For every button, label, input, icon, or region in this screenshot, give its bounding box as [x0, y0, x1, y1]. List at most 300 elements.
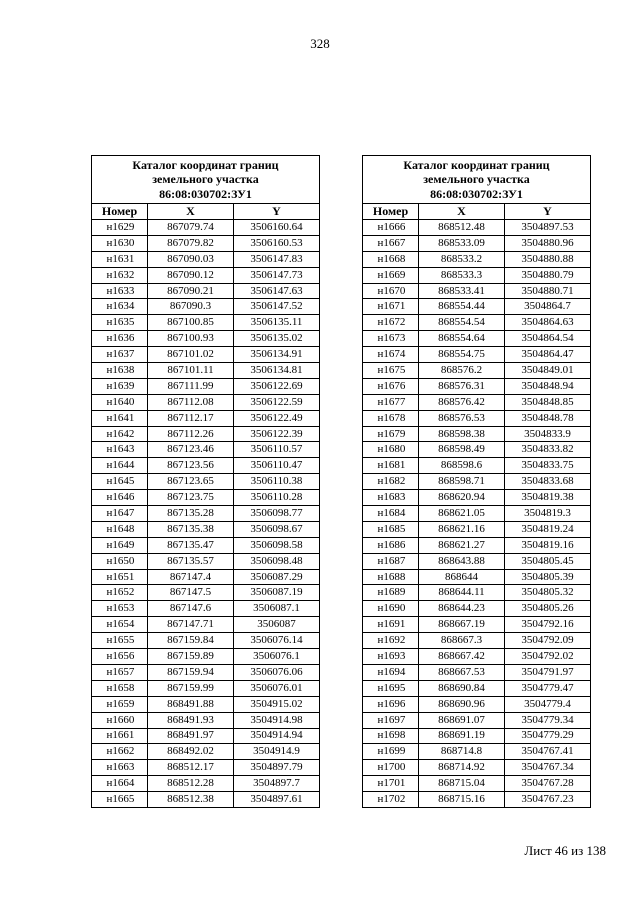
table-title — [363, 156, 591, 204]
y-coordinate-cell: 3504897.53 — [505, 220, 591, 236]
table-row — [92, 378, 320, 394]
table-row — [92, 537, 320, 553]
table-row — [363, 601, 591, 617]
y-coordinate-cell: 3504805.26 — [505, 601, 591, 617]
y-coordinate-cell: 3504833.82 — [505, 442, 591, 458]
table-body — [363, 220, 591, 808]
table-row — [363, 521, 591, 537]
point-number-cell: н1640 — [92, 394, 148, 410]
point-number-cell: н1702 — [363, 792, 419, 808]
point-number-cell: н1700 — [363, 760, 419, 776]
table-row — [92, 569, 320, 585]
point-number-cell: н1666 — [363, 220, 419, 236]
table-row — [363, 299, 591, 315]
point-number-cell: н1689 — [363, 585, 419, 601]
table-body — [92, 220, 320, 808]
table-row — [363, 331, 591, 347]
point-number-cell: н1679 — [363, 426, 419, 442]
y-coordinate-cell: 3506135.02 — [234, 331, 320, 347]
table-row — [92, 696, 320, 712]
x-coordinate-cell: 867159.89 — [148, 649, 234, 665]
y-coordinate-cell: 3506160.53 — [234, 235, 320, 251]
point-number-cell: н1678 — [363, 410, 419, 426]
table-title-line: Каталог координат границ — [132, 157, 279, 172]
y-coordinate-cell: 3504819.3 — [505, 506, 591, 522]
y-coordinate-cell: 3506147.52 — [234, 299, 320, 315]
y-coordinate-cell: 3504779.4 — [505, 696, 591, 712]
table-row — [92, 553, 320, 569]
x-coordinate-cell: 867123.65 — [148, 474, 234, 490]
y-coordinate-cell: 3504819.24 — [505, 521, 591, 537]
x-coordinate-cell: 867111.99 — [148, 378, 234, 394]
column-header-number: Номер — [92, 204, 148, 220]
table-row — [363, 394, 591, 410]
y-coordinate-cell: 3506110.38 — [234, 474, 320, 490]
table-row — [363, 696, 591, 712]
point-number-cell: н1631 — [92, 251, 148, 267]
point-number-cell: н1683 — [363, 490, 419, 506]
page-number: 328 — [310, 36, 330, 51]
y-coordinate-cell: 3506135.11 — [234, 315, 320, 331]
y-coordinate-cell: 3506076.01 — [234, 680, 320, 696]
table-row — [92, 776, 320, 792]
table-row — [92, 235, 320, 251]
point-number-cell: н1667 — [363, 235, 419, 251]
table-row — [363, 776, 591, 792]
table-row — [363, 569, 591, 585]
column-header-y: Y — [234, 204, 320, 220]
y-coordinate-cell: 3506122.59 — [234, 394, 320, 410]
y-coordinate-cell: 3504779.29 — [505, 728, 591, 744]
point-number-cell: н1695 — [363, 680, 419, 696]
x-coordinate-cell: 868667.3 — [419, 633, 505, 649]
point-number-cell: н1675 — [363, 363, 419, 379]
y-coordinate-cell: 3504880.96 — [505, 235, 591, 251]
x-coordinate-cell: 868644.11 — [419, 585, 505, 601]
y-coordinate-cell: 3504792.09 — [505, 633, 591, 649]
table-row — [363, 251, 591, 267]
table-row — [92, 394, 320, 410]
y-coordinate-cell: 3506098.48 — [234, 553, 320, 569]
x-coordinate-cell: 868492.02 — [148, 744, 234, 760]
x-coordinate-cell: 868554.44 — [419, 299, 505, 315]
table-row — [363, 680, 591, 696]
point-number-cell: н1634 — [92, 299, 148, 315]
y-coordinate-cell: 3506087.19 — [234, 585, 320, 601]
point-number-cell: н1650 — [92, 553, 148, 569]
y-coordinate-cell: 3504864.63 — [505, 315, 591, 331]
table-row — [92, 315, 320, 331]
point-number-cell: н1639 — [92, 378, 148, 394]
table-row — [363, 490, 591, 506]
point-number-cell: н1648 — [92, 521, 148, 537]
x-coordinate-cell: 867101.11 — [148, 363, 234, 379]
x-coordinate-cell: 867090.3 — [148, 299, 234, 315]
x-coordinate-cell: 868644 — [419, 569, 505, 585]
point-number-cell: н1684 — [363, 506, 419, 522]
point-number-cell: н1693 — [363, 649, 419, 665]
x-coordinate-cell: 868491.93 — [148, 712, 234, 728]
y-coordinate-cell: 3504897.79 — [234, 760, 320, 776]
x-coordinate-cell: 867101.02 — [148, 347, 234, 363]
point-number-cell: н1642 — [92, 426, 148, 442]
table-row — [92, 633, 320, 649]
table-row — [363, 712, 591, 728]
x-coordinate-cell: 868533.09 — [419, 235, 505, 251]
x-coordinate-cell: 868621.05 — [419, 506, 505, 522]
y-coordinate-cell: 3504767.41 — [505, 744, 591, 760]
point-number-cell: н1641 — [92, 410, 148, 426]
point-number-cell: н1687 — [363, 553, 419, 569]
table-row — [92, 506, 320, 522]
y-coordinate-cell: 3504805.45 — [505, 553, 591, 569]
table-title — [92, 156, 320, 204]
table-row — [363, 649, 591, 665]
point-number-cell: н1664 — [92, 776, 148, 792]
table-row — [92, 363, 320, 379]
y-coordinate-cell: 3504833.9 — [505, 426, 591, 442]
x-coordinate-cell: 868667.42 — [419, 649, 505, 665]
x-coordinate-cell: 868512.28 — [148, 776, 234, 792]
column-header-y: Y — [505, 204, 591, 220]
x-coordinate-cell: 867100.85 — [148, 315, 234, 331]
x-coordinate-cell: 868554.54 — [419, 315, 505, 331]
x-coordinate-cell: 868533.2 — [419, 251, 505, 267]
x-coordinate-cell: 867159.94 — [148, 664, 234, 680]
y-coordinate-cell: 3506076.06 — [234, 664, 320, 680]
y-coordinate-cell: 3504767.34 — [505, 760, 591, 776]
point-number-cell: н1672 — [363, 315, 419, 331]
y-coordinate-cell: 3506110.57 — [234, 442, 320, 458]
table-row — [92, 490, 320, 506]
table-row — [92, 267, 320, 283]
table-row — [363, 442, 591, 458]
x-coordinate-cell: 867135.38 — [148, 521, 234, 537]
x-coordinate-cell: 868533.3 — [419, 267, 505, 283]
table-title-line: Каталог координат границ — [403, 157, 550, 172]
y-coordinate-cell: 3506087.29 — [234, 569, 320, 585]
point-number-cell: н1647 — [92, 506, 148, 522]
table-row — [363, 347, 591, 363]
x-coordinate-cell: 868690.84 — [419, 680, 505, 696]
x-coordinate-cell: 868576.53 — [419, 410, 505, 426]
y-coordinate-cell: 3504805.32 — [505, 585, 591, 601]
point-number-cell: н1682 — [363, 474, 419, 490]
y-coordinate-cell: 3506160.64 — [234, 220, 320, 236]
x-coordinate-cell: 868621.27 — [419, 537, 505, 553]
point-number-cell: н1658 — [92, 680, 148, 696]
x-coordinate-cell: 868491.88 — [148, 696, 234, 712]
y-coordinate-cell: 3506087 — [234, 617, 320, 633]
table-title-line: земельного участка — [152, 172, 259, 187]
x-coordinate-cell: 867159.84 — [148, 633, 234, 649]
y-coordinate-cell: 3506098.77 — [234, 506, 320, 522]
x-coordinate-cell: 868598.49 — [419, 442, 505, 458]
x-coordinate-cell: 868714.8 — [419, 744, 505, 760]
table-row — [92, 617, 320, 633]
point-number-cell: н1653 — [92, 601, 148, 617]
x-coordinate-cell: 867112.17 — [148, 410, 234, 426]
table-row — [92, 664, 320, 680]
x-coordinate-cell: 868512.38 — [148, 792, 234, 808]
y-coordinate-cell: 3506076.1 — [234, 649, 320, 665]
table-row — [92, 649, 320, 665]
point-number-cell: н1674 — [363, 347, 419, 363]
x-coordinate-cell: 867100.93 — [148, 331, 234, 347]
x-coordinate-cell: 868643.88 — [419, 553, 505, 569]
table-row — [92, 680, 320, 696]
point-number-cell: н1632 — [92, 267, 148, 283]
point-number-cell: н1670 — [363, 283, 419, 299]
table-row — [92, 474, 320, 490]
point-number-cell: н1636 — [92, 331, 148, 347]
x-coordinate-cell: 867147.4 — [148, 569, 234, 585]
y-coordinate-cell: 3504805.39 — [505, 569, 591, 585]
point-number-cell: н1696 — [363, 696, 419, 712]
y-coordinate-cell: 3506098.67 — [234, 521, 320, 537]
point-number-cell: н1665 — [92, 792, 148, 808]
table-row — [363, 744, 591, 760]
point-number-cell: н1660 — [92, 712, 148, 728]
x-coordinate-cell: 868690.96 — [419, 696, 505, 712]
y-coordinate-cell: 3504792.16 — [505, 617, 591, 633]
table-row — [363, 315, 591, 331]
table-row — [92, 220, 320, 236]
x-coordinate-cell: 867090.21 — [148, 283, 234, 299]
y-coordinate-cell: 3504848.85 — [505, 394, 591, 410]
x-coordinate-cell: 867112.26 — [148, 426, 234, 442]
table-row — [363, 410, 591, 426]
x-coordinate-cell: 867135.57 — [148, 553, 234, 569]
table-row — [92, 712, 320, 728]
column-header-x: X — [419, 204, 505, 220]
y-coordinate-cell: 3506122.69 — [234, 378, 320, 394]
table-row — [363, 792, 591, 808]
point-number-cell: н1637 — [92, 347, 148, 363]
point-number-cell: н1654 — [92, 617, 148, 633]
point-number-cell: н1688 — [363, 569, 419, 585]
point-number-cell: н1685 — [363, 521, 419, 537]
x-coordinate-cell: 868491.97 — [148, 728, 234, 744]
table-row — [92, 347, 320, 363]
x-coordinate-cell: 867112.08 — [148, 394, 234, 410]
y-coordinate-cell: 3504791.97 — [505, 664, 591, 680]
point-number-cell: н1673 — [363, 331, 419, 347]
x-coordinate-cell: 868621.16 — [419, 521, 505, 537]
point-number-cell: н1690 — [363, 601, 419, 617]
y-coordinate-cell: 3506147.63 — [234, 283, 320, 299]
y-coordinate-cell: 3504864.54 — [505, 331, 591, 347]
table-row — [363, 537, 591, 553]
table-row — [92, 251, 320, 267]
y-coordinate-cell: 3504880.71 — [505, 283, 591, 299]
point-number-cell: н1649 — [92, 537, 148, 553]
x-coordinate-cell: 867147.5 — [148, 585, 234, 601]
x-coordinate-cell: 867079.74 — [148, 220, 234, 236]
point-number-cell: н1662 — [92, 744, 148, 760]
point-number-cell: н1652 — [92, 585, 148, 601]
y-coordinate-cell: 3506134.81 — [234, 363, 320, 379]
table-row — [92, 760, 320, 776]
y-coordinate-cell: 3504880.88 — [505, 251, 591, 267]
table-row — [92, 458, 320, 474]
table-row — [92, 426, 320, 442]
point-number-cell: н1630 — [92, 235, 148, 251]
table-row — [363, 363, 591, 379]
y-coordinate-cell: 3506098.58 — [234, 537, 320, 553]
point-number-cell: н1680 — [363, 442, 419, 458]
x-coordinate-cell: 867090.12 — [148, 267, 234, 283]
y-coordinate-cell: 3504779.34 — [505, 712, 591, 728]
x-coordinate-cell: 868576.42 — [419, 394, 505, 410]
x-coordinate-cell: 868598.38 — [419, 426, 505, 442]
point-number-cell: н1669 — [363, 267, 419, 283]
table-row — [363, 506, 591, 522]
y-coordinate-cell: 3504833.68 — [505, 474, 591, 490]
table-row — [92, 792, 320, 808]
y-coordinate-cell: 3504819.38 — [505, 490, 591, 506]
y-coordinate-cell: 3506110.47 — [234, 458, 320, 474]
y-coordinate-cell: 3504880.79 — [505, 267, 591, 283]
point-number-cell: н1677 — [363, 394, 419, 410]
point-number-cell: н1694 — [363, 664, 419, 680]
point-number-cell: н1659 — [92, 696, 148, 712]
point-number-cell: н1698 — [363, 728, 419, 744]
table-row — [363, 585, 591, 601]
table-row — [92, 521, 320, 537]
x-coordinate-cell: 867123.75 — [148, 490, 234, 506]
y-coordinate-cell: 3506147.73 — [234, 267, 320, 283]
x-coordinate-cell: 868576.2 — [419, 363, 505, 379]
x-coordinate-cell: 867147.6 — [148, 601, 234, 617]
y-coordinate-cell: 3504914.98 — [234, 712, 320, 728]
y-coordinate-cell: 3504848.94 — [505, 378, 591, 394]
x-coordinate-cell: 867135.47 — [148, 537, 234, 553]
point-number-cell: н1699 — [363, 744, 419, 760]
point-number-cell: н1681 — [363, 458, 419, 474]
y-coordinate-cell: 3506122.49 — [234, 410, 320, 426]
table-row — [363, 220, 591, 236]
point-number-cell: н1663 — [92, 760, 148, 776]
x-coordinate-cell: 868554.64 — [419, 331, 505, 347]
y-coordinate-cell: 3504897.61 — [234, 792, 320, 808]
table-title-line: 86:08:030702:ЗУ1 — [430, 186, 523, 201]
y-coordinate-cell: 3506134.91 — [234, 347, 320, 363]
y-coordinate-cell: 3504897.7 — [234, 776, 320, 792]
table-row — [92, 728, 320, 744]
point-number-cell: н1657 — [92, 664, 148, 680]
point-number-cell: н1655 — [92, 633, 148, 649]
x-coordinate-cell: 867123.56 — [148, 458, 234, 474]
y-coordinate-cell: 3506087.1 — [234, 601, 320, 617]
table-row — [92, 410, 320, 426]
x-coordinate-cell: 868715.04 — [419, 776, 505, 792]
table-row — [363, 760, 591, 776]
point-number-cell: н1656 — [92, 649, 148, 665]
table-row — [363, 617, 591, 633]
y-coordinate-cell: 3504779.47 — [505, 680, 591, 696]
y-coordinate-cell: 3504833.75 — [505, 458, 591, 474]
point-number-cell: н1633 — [92, 283, 148, 299]
y-coordinate-cell: 3506110.28 — [234, 490, 320, 506]
table-row — [363, 728, 591, 744]
x-coordinate-cell: 868714.92 — [419, 760, 505, 776]
y-coordinate-cell: 3504819.16 — [505, 537, 591, 553]
y-coordinate-cell: 3504914.9 — [234, 744, 320, 760]
table-row — [363, 458, 591, 474]
table-row — [92, 744, 320, 760]
table-row — [92, 601, 320, 617]
point-number-cell: н1691 — [363, 617, 419, 633]
table-row — [92, 283, 320, 299]
point-number-cell: н1629 — [92, 220, 148, 236]
table-row — [92, 585, 320, 601]
column-header-number: Номер — [363, 204, 419, 220]
y-coordinate-cell: 3506122.39 — [234, 426, 320, 442]
point-number-cell: н1643 — [92, 442, 148, 458]
y-coordinate-cell: 3504849.01 — [505, 363, 591, 379]
table-row — [363, 267, 591, 283]
point-number-cell: н1644 — [92, 458, 148, 474]
x-coordinate-cell: 868512.17 — [148, 760, 234, 776]
coordinate-catalog-table-left — [91, 155, 320, 808]
x-coordinate-cell: 868691.07 — [419, 712, 505, 728]
point-number-cell: н1697 — [363, 712, 419, 728]
column-header-x: X — [148, 204, 234, 220]
y-coordinate-cell: 3504767.28 — [505, 776, 591, 792]
x-coordinate-cell: 867123.46 — [148, 442, 234, 458]
x-coordinate-cell: 868598.71 — [419, 474, 505, 490]
x-coordinate-cell: 868644.23 — [419, 601, 505, 617]
x-coordinate-cell: 867135.28 — [148, 506, 234, 522]
x-coordinate-cell: 868576.31 — [419, 378, 505, 394]
point-number-cell: н1646 — [92, 490, 148, 506]
point-number-cell: н1686 — [363, 537, 419, 553]
x-coordinate-cell: 868715.16 — [419, 792, 505, 808]
x-coordinate-cell: 867147.71 — [148, 617, 234, 633]
x-coordinate-cell: 868512.48 — [419, 220, 505, 236]
point-number-cell: н1645 — [92, 474, 148, 490]
coordinate-catalog-table-right — [362, 155, 591, 808]
y-coordinate-cell: 3504792.02 — [505, 649, 591, 665]
table-row — [92, 331, 320, 347]
table-row — [363, 474, 591, 490]
y-coordinate-cell: 3504915.02 — [234, 696, 320, 712]
table-row — [363, 283, 591, 299]
table-row — [363, 235, 591, 251]
y-coordinate-cell: 3506076.14 — [234, 633, 320, 649]
x-coordinate-cell: 868598.6 — [419, 458, 505, 474]
y-coordinate-cell: 3504864.7 — [505, 299, 591, 315]
point-number-cell: н1661 — [92, 728, 148, 744]
sheet-counter: Лист 46 из 138 — [524, 843, 606, 858]
table-title-line: 86:08:030702:ЗУ1 — [159, 186, 252, 201]
table-row — [92, 442, 320, 458]
table-row — [363, 664, 591, 680]
y-coordinate-cell: 3504767.23 — [505, 792, 591, 808]
x-coordinate-cell: 868533.41 — [419, 283, 505, 299]
table-row — [363, 378, 591, 394]
point-number-cell: н1651 — [92, 569, 148, 585]
table-row — [363, 553, 591, 569]
point-number-cell: н1635 — [92, 315, 148, 331]
table-title-line: земельного участка — [423, 172, 530, 187]
y-coordinate-cell: 3504848.78 — [505, 410, 591, 426]
x-coordinate-cell: 867090.03 — [148, 251, 234, 267]
x-coordinate-cell: 868554.75 — [419, 347, 505, 363]
point-number-cell: н1671 — [363, 299, 419, 315]
point-number-cell: н1668 — [363, 251, 419, 267]
